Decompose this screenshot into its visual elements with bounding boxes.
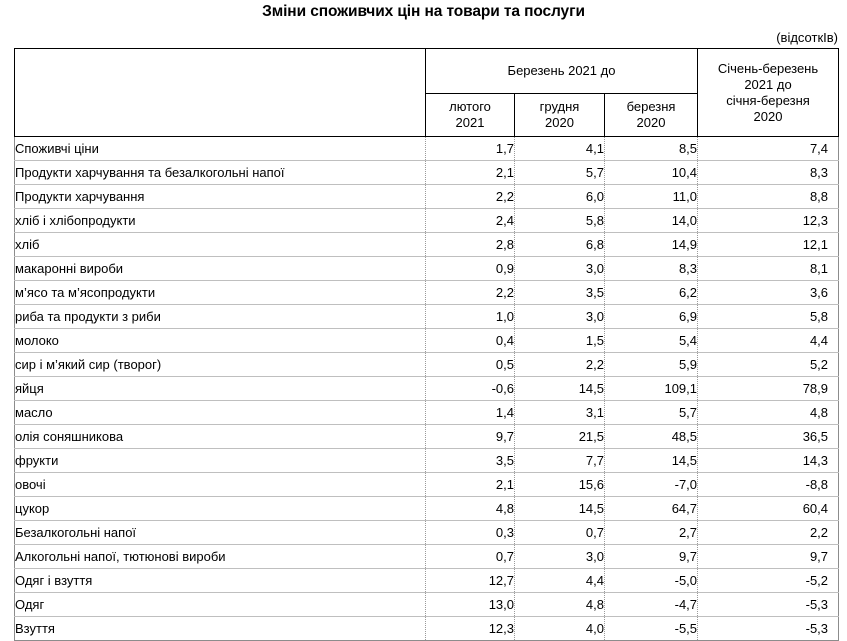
table-row bbox=[15, 545, 839, 569]
row-value: 4,8 bbox=[515, 593, 605, 617]
row-value: 12,1 bbox=[698, 233, 839, 257]
header-line-1: Січень-березень bbox=[717, 60, 819, 76]
row-value: 2,2 bbox=[515, 353, 605, 377]
row-label: олія соняшникова bbox=[15, 425, 426, 449]
row-label: м’ясо та м’ясопродукти bbox=[15, 281, 426, 305]
row-value: 3,0 bbox=[515, 305, 605, 329]
row-value: -0,6 bbox=[426, 377, 515, 401]
row-value: 9,7 bbox=[698, 545, 839, 569]
row-value: 1,0 bbox=[426, 305, 515, 329]
units-note: (відсоткІв) bbox=[776, 30, 838, 45]
row-value: 2,8 bbox=[426, 233, 515, 257]
row-value: 0,3 bbox=[426, 521, 515, 545]
row-value: 21,5 bbox=[515, 425, 605, 449]
row-value: 3,0 bbox=[515, 545, 605, 569]
row-value: 3,5 bbox=[426, 449, 515, 473]
row-value: 12,3 bbox=[426, 617, 515, 641]
table-row bbox=[15, 497, 839, 521]
row-label: Продукти харчування та безалкогольні напої bbox=[15, 161, 426, 185]
header-line-3: січня-березня bbox=[726, 92, 810, 108]
row-value: -5,0 bbox=[605, 569, 698, 593]
row-value: -5,2 bbox=[698, 569, 839, 593]
row-value: 7,4 bbox=[698, 137, 839, 161]
row-value: -4,7 bbox=[605, 593, 698, 617]
row-value: 13,0 bbox=[426, 593, 515, 617]
header-line-1: лютого bbox=[449, 99, 491, 114]
row-value: 3,0 bbox=[515, 257, 605, 281]
table-row bbox=[15, 449, 839, 473]
table-row bbox=[15, 521, 839, 545]
row-value: 0,4 bbox=[426, 329, 515, 353]
row-value: 4,8 bbox=[426, 497, 515, 521]
row-value: 6,9 bbox=[605, 305, 698, 329]
row-label: овочі bbox=[15, 473, 426, 497]
row-value: 5,9 bbox=[605, 353, 698, 377]
row-label: Алкогольні напої, тютюнові вироби bbox=[15, 545, 426, 569]
table-row bbox=[15, 593, 839, 617]
header-column-jan-mar bbox=[698, 49, 839, 137]
table-row bbox=[15, 161, 839, 185]
table-header bbox=[15, 49, 839, 137]
header-column-december bbox=[515, 94, 605, 137]
row-value: 6,8 bbox=[515, 233, 605, 257]
row-value: 0,9 bbox=[426, 257, 515, 281]
row-label: Продукти харчування bbox=[15, 185, 426, 209]
header-corner-cell bbox=[15, 49, 426, 137]
table-row bbox=[15, 425, 839, 449]
row-value: 12,3 bbox=[698, 209, 839, 233]
row-label: Споживчі ціни bbox=[15, 137, 426, 161]
row-value: 5,4 bbox=[605, 329, 698, 353]
row-value: 7,7 bbox=[515, 449, 605, 473]
consumer-price-index-table bbox=[14, 48, 839, 641]
row-value: -5,3 bbox=[698, 617, 839, 641]
row-value: -8,8 bbox=[698, 473, 839, 497]
row-value: 2,2 bbox=[426, 185, 515, 209]
row-value: 5,8 bbox=[698, 305, 839, 329]
header-column-february bbox=[426, 94, 515, 137]
table-row bbox=[15, 353, 839, 377]
row-value: 4,4 bbox=[698, 329, 839, 353]
row-label: Одяг і взуття bbox=[15, 569, 426, 593]
row-value: 8,3 bbox=[605, 257, 698, 281]
row-value: 2,4 bbox=[426, 209, 515, 233]
table-row bbox=[15, 401, 839, 425]
row-value: 11,0 bbox=[605, 185, 698, 209]
row-value: 14,3 bbox=[698, 449, 839, 473]
row-value: 8,8 bbox=[698, 185, 839, 209]
header-line-2: 2021 до bbox=[744, 76, 792, 92]
row-value: 2,2 bbox=[426, 281, 515, 305]
row-value: 5,7 bbox=[605, 401, 698, 425]
row-value: 0,7 bbox=[515, 521, 605, 545]
table-row bbox=[15, 137, 839, 161]
row-value: 5,7 bbox=[515, 161, 605, 185]
row-value: 109,1 bbox=[605, 377, 698, 401]
table-row bbox=[15, 209, 839, 233]
row-value: 10,4 bbox=[605, 161, 698, 185]
row-value: 14,5 bbox=[515, 377, 605, 401]
row-label: яйця bbox=[15, 377, 426, 401]
row-value: 1,5 bbox=[515, 329, 605, 353]
table-row bbox=[15, 329, 839, 353]
row-value: 4,1 bbox=[515, 137, 605, 161]
row-label: Одяг bbox=[15, 593, 426, 617]
row-label: Взуття bbox=[15, 617, 426, 641]
header-line-4: 2020 bbox=[753, 108, 783, 124]
page-title: Зміни споживчих цін на товари та послуги bbox=[262, 3, 585, 20]
header-line-1: березня bbox=[626, 99, 676, 114]
row-value: 8,5 bbox=[605, 137, 698, 161]
header-line-1: грудня bbox=[539, 99, 580, 114]
row-value: -5,3 bbox=[698, 593, 839, 617]
row-label: цукор bbox=[15, 497, 426, 521]
table-row bbox=[15, 377, 839, 401]
row-value: 8,1 bbox=[698, 257, 839, 281]
header-line-2: 2021 bbox=[455, 115, 485, 130]
row-value: 1,7 bbox=[426, 137, 515, 161]
row-value: 1,4 bbox=[426, 401, 515, 425]
row-value: 2,1 bbox=[426, 161, 515, 185]
table-row bbox=[15, 281, 839, 305]
header-group-march2021: Березень 2021 до bbox=[426, 49, 698, 94]
table-row bbox=[15, 617, 839, 641]
row-value: 3,6 bbox=[698, 281, 839, 305]
table-row bbox=[15, 473, 839, 497]
row-value: 78,9 bbox=[698, 377, 839, 401]
row-value: 3,5 bbox=[515, 281, 605, 305]
row-value: 60,4 bbox=[698, 497, 839, 521]
header-line-2: 2020 bbox=[545, 115, 574, 130]
table-row bbox=[15, 257, 839, 281]
table-row bbox=[15, 185, 839, 209]
row-value: 9,7 bbox=[426, 425, 515, 449]
row-value: 15,6 bbox=[515, 473, 605, 497]
row-value: 14,9 bbox=[605, 233, 698, 257]
row-value: 2,1 bbox=[426, 473, 515, 497]
row-value: 4,8 bbox=[698, 401, 839, 425]
row-value: 0,5 bbox=[426, 353, 515, 377]
table-row bbox=[15, 569, 839, 593]
row-value: 14,5 bbox=[515, 497, 605, 521]
row-value: 48,5 bbox=[605, 425, 698, 449]
row-label: молоко bbox=[15, 329, 426, 353]
table-row bbox=[15, 305, 839, 329]
table-row bbox=[15, 233, 839, 257]
table-body bbox=[15, 137, 839, 641]
row-value: -5,5 bbox=[605, 617, 698, 641]
row-value: 9,7 bbox=[605, 545, 698, 569]
row-label: хліб і хлібопродукти bbox=[15, 209, 426, 233]
row-label: макаронні вироби bbox=[15, 257, 426, 281]
row-value: 8,3 bbox=[698, 161, 839, 185]
row-value: 12,7 bbox=[426, 569, 515, 593]
row-label: риба та продукти з риби bbox=[15, 305, 426, 329]
row-value: 6,0 bbox=[515, 185, 605, 209]
row-value: 2,7 bbox=[605, 521, 698, 545]
row-label: фрукти bbox=[15, 449, 426, 473]
row-value: 14,5 bbox=[605, 449, 698, 473]
row-label: масло bbox=[15, 401, 426, 425]
header-line-2: 2020 bbox=[636, 115, 666, 130]
row-value: 6,2 bbox=[605, 281, 698, 305]
header-column-march bbox=[605, 94, 698, 137]
row-value: 64,7 bbox=[605, 497, 698, 521]
row-label: Безалкогольні напої bbox=[15, 521, 426, 545]
row-label: сир і м’який сир (творог) bbox=[15, 353, 426, 377]
row-value: 4,0 bbox=[515, 617, 605, 641]
row-label: хліб bbox=[15, 233, 426, 257]
row-value: 5,8 bbox=[515, 209, 605, 233]
row-value: 2,2 bbox=[698, 521, 839, 545]
row-value: 0,7 bbox=[426, 545, 515, 569]
row-value: 3,1 bbox=[515, 401, 605, 425]
row-value: 14,0 bbox=[605, 209, 698, 233]
row-value: 4,4 bbox=[515, 569, 605, 593]
row-value: 36,5 bbox=[698, 425, 839, 449]
header-row-group bbox=[15, 49, 839, 94]
row-value: -7,0 bbox=[605, 473, 698, 497]
row-value: 5,2 bbox=[698, 353, 839, 377]
